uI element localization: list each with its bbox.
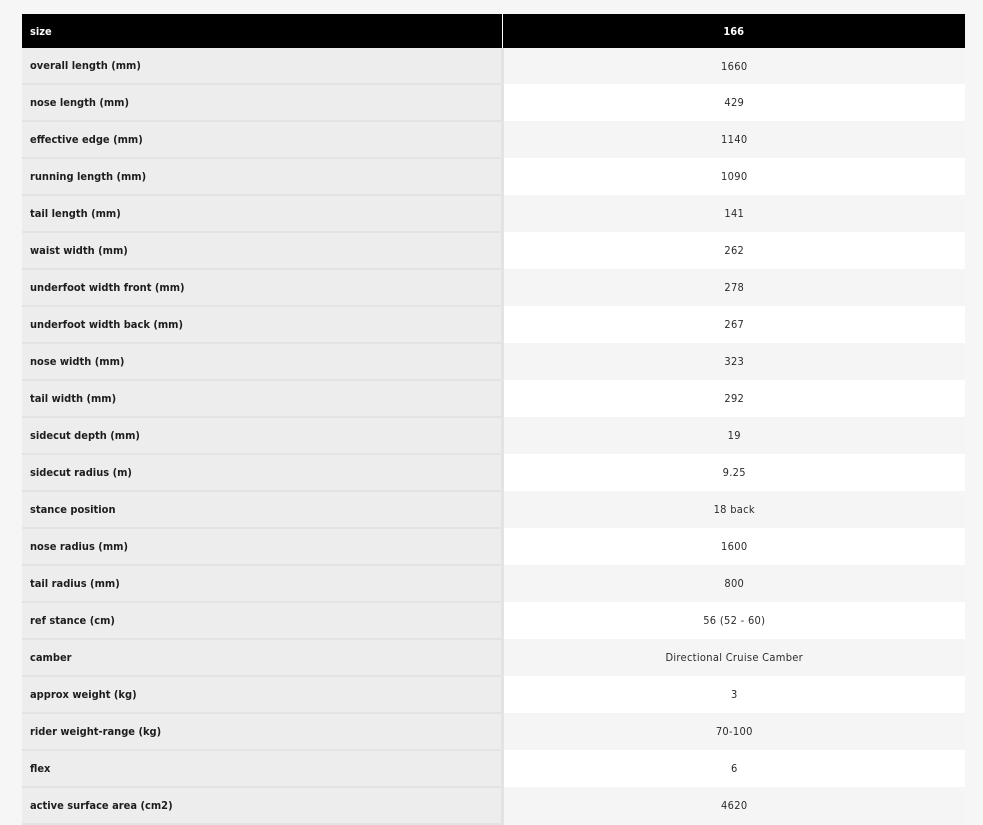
row-label: sidecut radius (m) [22,454,502,491]
table-row [22,676,965,713]
row-label: camber [22,639,502,676]
table-row [22,158,965,195]
row-label: underfoot width back (mm) [22,306,502,343]
row-value: 429 [502,84,965,121]
row-value: 323 [502,343,965,380]
table-row [22,750,965,787]
table-row [22,48,965,84]
row-label: effective edge (mm) [22,121,502,158]
table-row [22,454,965,491]
row-label: tail width (mm) [22,380,502,417]
row-value: 1140 [502,121,965,158]
row-value: 262 [502,232,965,269]
table-row [22,787,965,824]
row-label: sidecut depth (mm) [22,417,502,454]
row-label: rider weight-range (kg) [22,713,502,750]
row-value: 70-100 [502,713,965,750]
specs-table-header [22,14,965,48]
row-label: tail radius (mm) [22,565,502,602]
header-label-cell: size [22,14,502,48]
specs-table-body [22,48,965,824]
table-row [22,380,965,417]
table-row [22,306,965,343]
table-row [22,121,965,158]
specs-table-container [22,14,965,825]
row-label: tail length (mm) [22,195,502,232]
table-row [22,417,965,454]
row-value: 56 (52 - 60) [502,602,965,639]
row-value: 1660 [502,48,965,84]
row-label: flex [22,750,502,787]
header-value-cell: 166 [502,14,965,48]
row-label: underfoot width front (mm) [22,269,502,306]
row-value: 18 back [502,491,965,528]
row-label: overall length (mm) [22,48,502,84]
row-value: 141 [502,195,965,232]
table-row [22,565,965,602]
table-row [22,343,965,380]
header-row [22,14,965,48]
row-label: nose length (mm) [22,84,502,121]
row-value: 4620 [502,787,965,824]
row-label: waist width (mm) [22,232,502,269]
row-label: stance position [22,491,502,528]
row-value: 267 [502,306,965,343]
row-value: 278 [502,269,965,306]
table-row [22,269,965,306]
table-row [22,713,965,750]
row-label: approx weight (kg) [22,676,502,713]
row-value: 1600 [502,528,965,565]
table-row [22,232,965,269]
row-value: 9.25 [502,454,965,491]
specs-table [22,14,965,825]
row-value: 6 [502,750,965,787]
table-row [22,602,965,639]
row-value: 1090 [502,158,965,195]
table-row [22,639,965,676]
table-row [22,528,965,565]
row-value: 19 [502,417,965,454]
row-label: nose width (mm) [22,343,502,380]
row-label: running length (mm) [22,158,502,195]
table-row [22,491,965,528]
row-value: 800 [502,565,965,602]
row-value: 3 [502,676,965,713]
row-label: active surface area (cm2) [22,787,502,824]
table-row [22,195,965,232]
row-value: 292 [502,380,965,417]
table-row [22,84,965,121]
row-value: Directional Cruise Camber [502,639,965,676]
row-label: nose radius (mm) [22,528,502,565]
row-label: ref stance (cm) [22,602,502,639]
